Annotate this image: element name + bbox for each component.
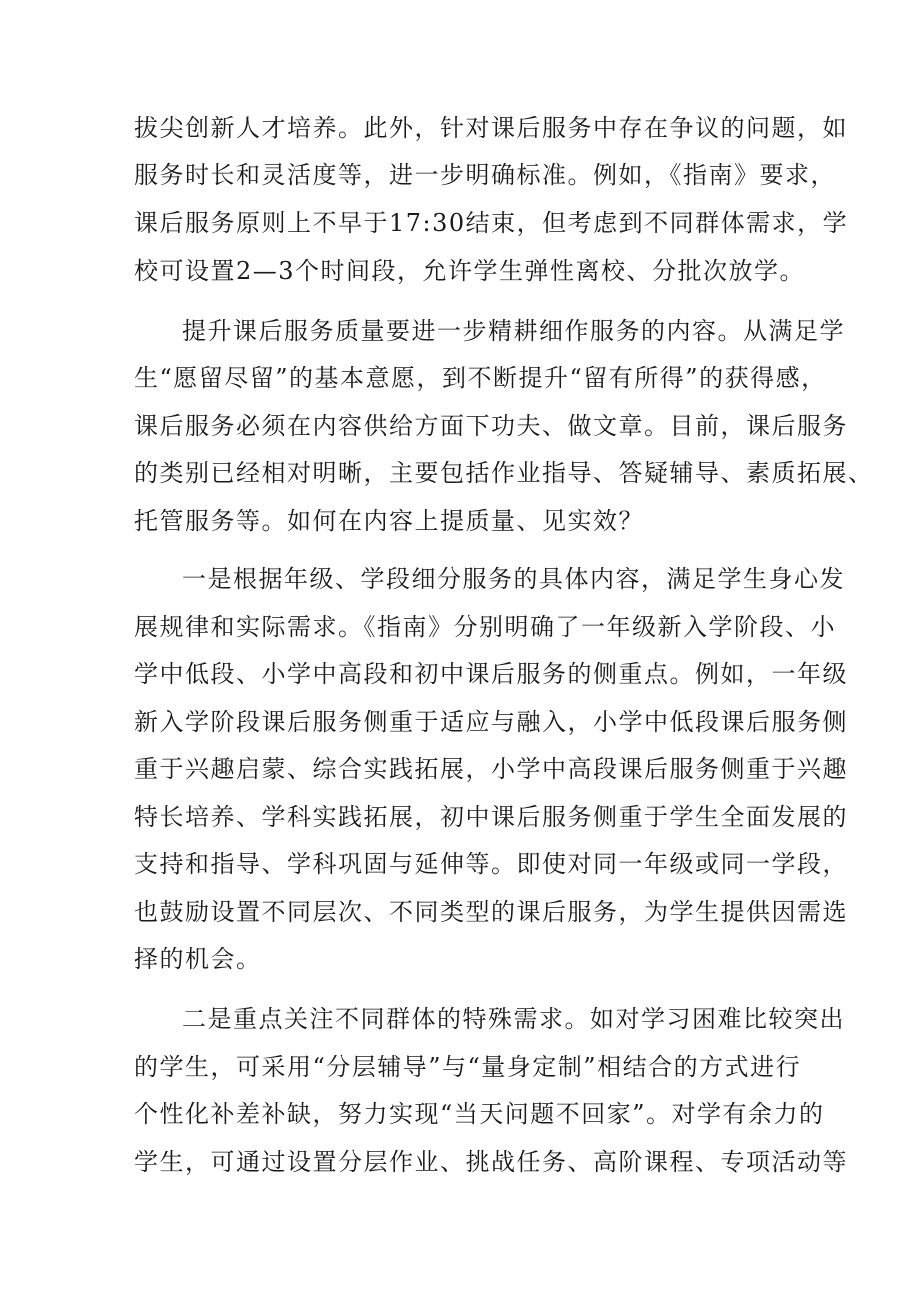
text-line: 择的机会。 bbox=[134, 945, 262, 973]
text-line: 课后服务原则上不早于17:30结束，但考虑到不同群体需求，学 bbox=[134, 209, 849, 237]
text-line: 展规律和实际需求。《指南》分别明确了一年级新入学阶段、小 bbox=[134, 613, 836, 641]
text-line: 的类别已经相对明晰，主要包括作业指导、答疑辅导、素质拓展、 bbox=[134, 459, 874, 487]
text-line: 拔尖创新人才培养。此外，针对课后服务中存在争议的问题，如 bbox=[134, 114, 848, 142]
text-line: 重于兴趣启蒙、综合实践拓展，小学中高段课后服务侧重于兴趣 bbox=[134, 755, 848, 783]
text-line: 一是根据年级、学段细分服务的具体内容，满足学生身心发 bbox=[182, 565, 845, 593]
text-line: 也鼓励设置不同层次、不同类型的课后服务，为学生提供因需选 bbox=[134, 898, 848, 926]
text-line: 学生，可通过设置分层作业、挑战任务、高阶课程、专项活动等 bbox=[134, 1148, 848, 1176]
text-line: 学中低段、小学中高段和初中课后服务的侧重点。例如，一年级 bbox=[134, 660, 848, 688]
text-line: 的学生，可采用“分层辅导”与“量身定制”相结合的方式进行 bbox=[134, 1053, 802, 1081]
text-line: 生“愿留尽留”的基本意愿，到不断提升“留有所得”的获得感， bbox=[134, 364, 827, 392]
text-line: 提升课后服务质量要进一步精耕细作服务的内容。从满足学 bbox=[182, 317, 845, 345]
text-line: 个性化补差补缺，努力实现“当天问题不回家”。对学有余力的 bbox=[134, 1100, 825, 1128]
text-line: 新入学阶段课后服务侧重于适应与融入，小学中低段课后服务侧 bbox=[134, 708, 848, 736]
text-line: 校可设置2—3个时间段，允许学生弹性离校、分批次放学。 bbox=[134, 257, 806, 285]
text-line: 课后服务必须在内容供给方面下功夫、做文章。目前，课后服务 bbox=[134, 412, 848, 440]
text-line: 支持和指导、学科巩固与延伸等。即使对同一年级或同一学段， bbox=[134, 850, 848, 878]
text-line: 服务时长和灵活度等，进一步明确标准。例如，《指南》要求， bbox=[134, 161, 836, 189]
text-line: 托管服务等。如何在内容上提质量、见实效？ bbox=[134, 507, 644, 535]
text-line: 二是重点关注不同群体的特殊需求。如对学习困难比较突出 bbox=[182, 1005, 845, 1033]
text-line: 特长培养、学科实践拓展，初中课后服务侧重于学生全面发展的 bbox=[134, 803, 848, 831]
